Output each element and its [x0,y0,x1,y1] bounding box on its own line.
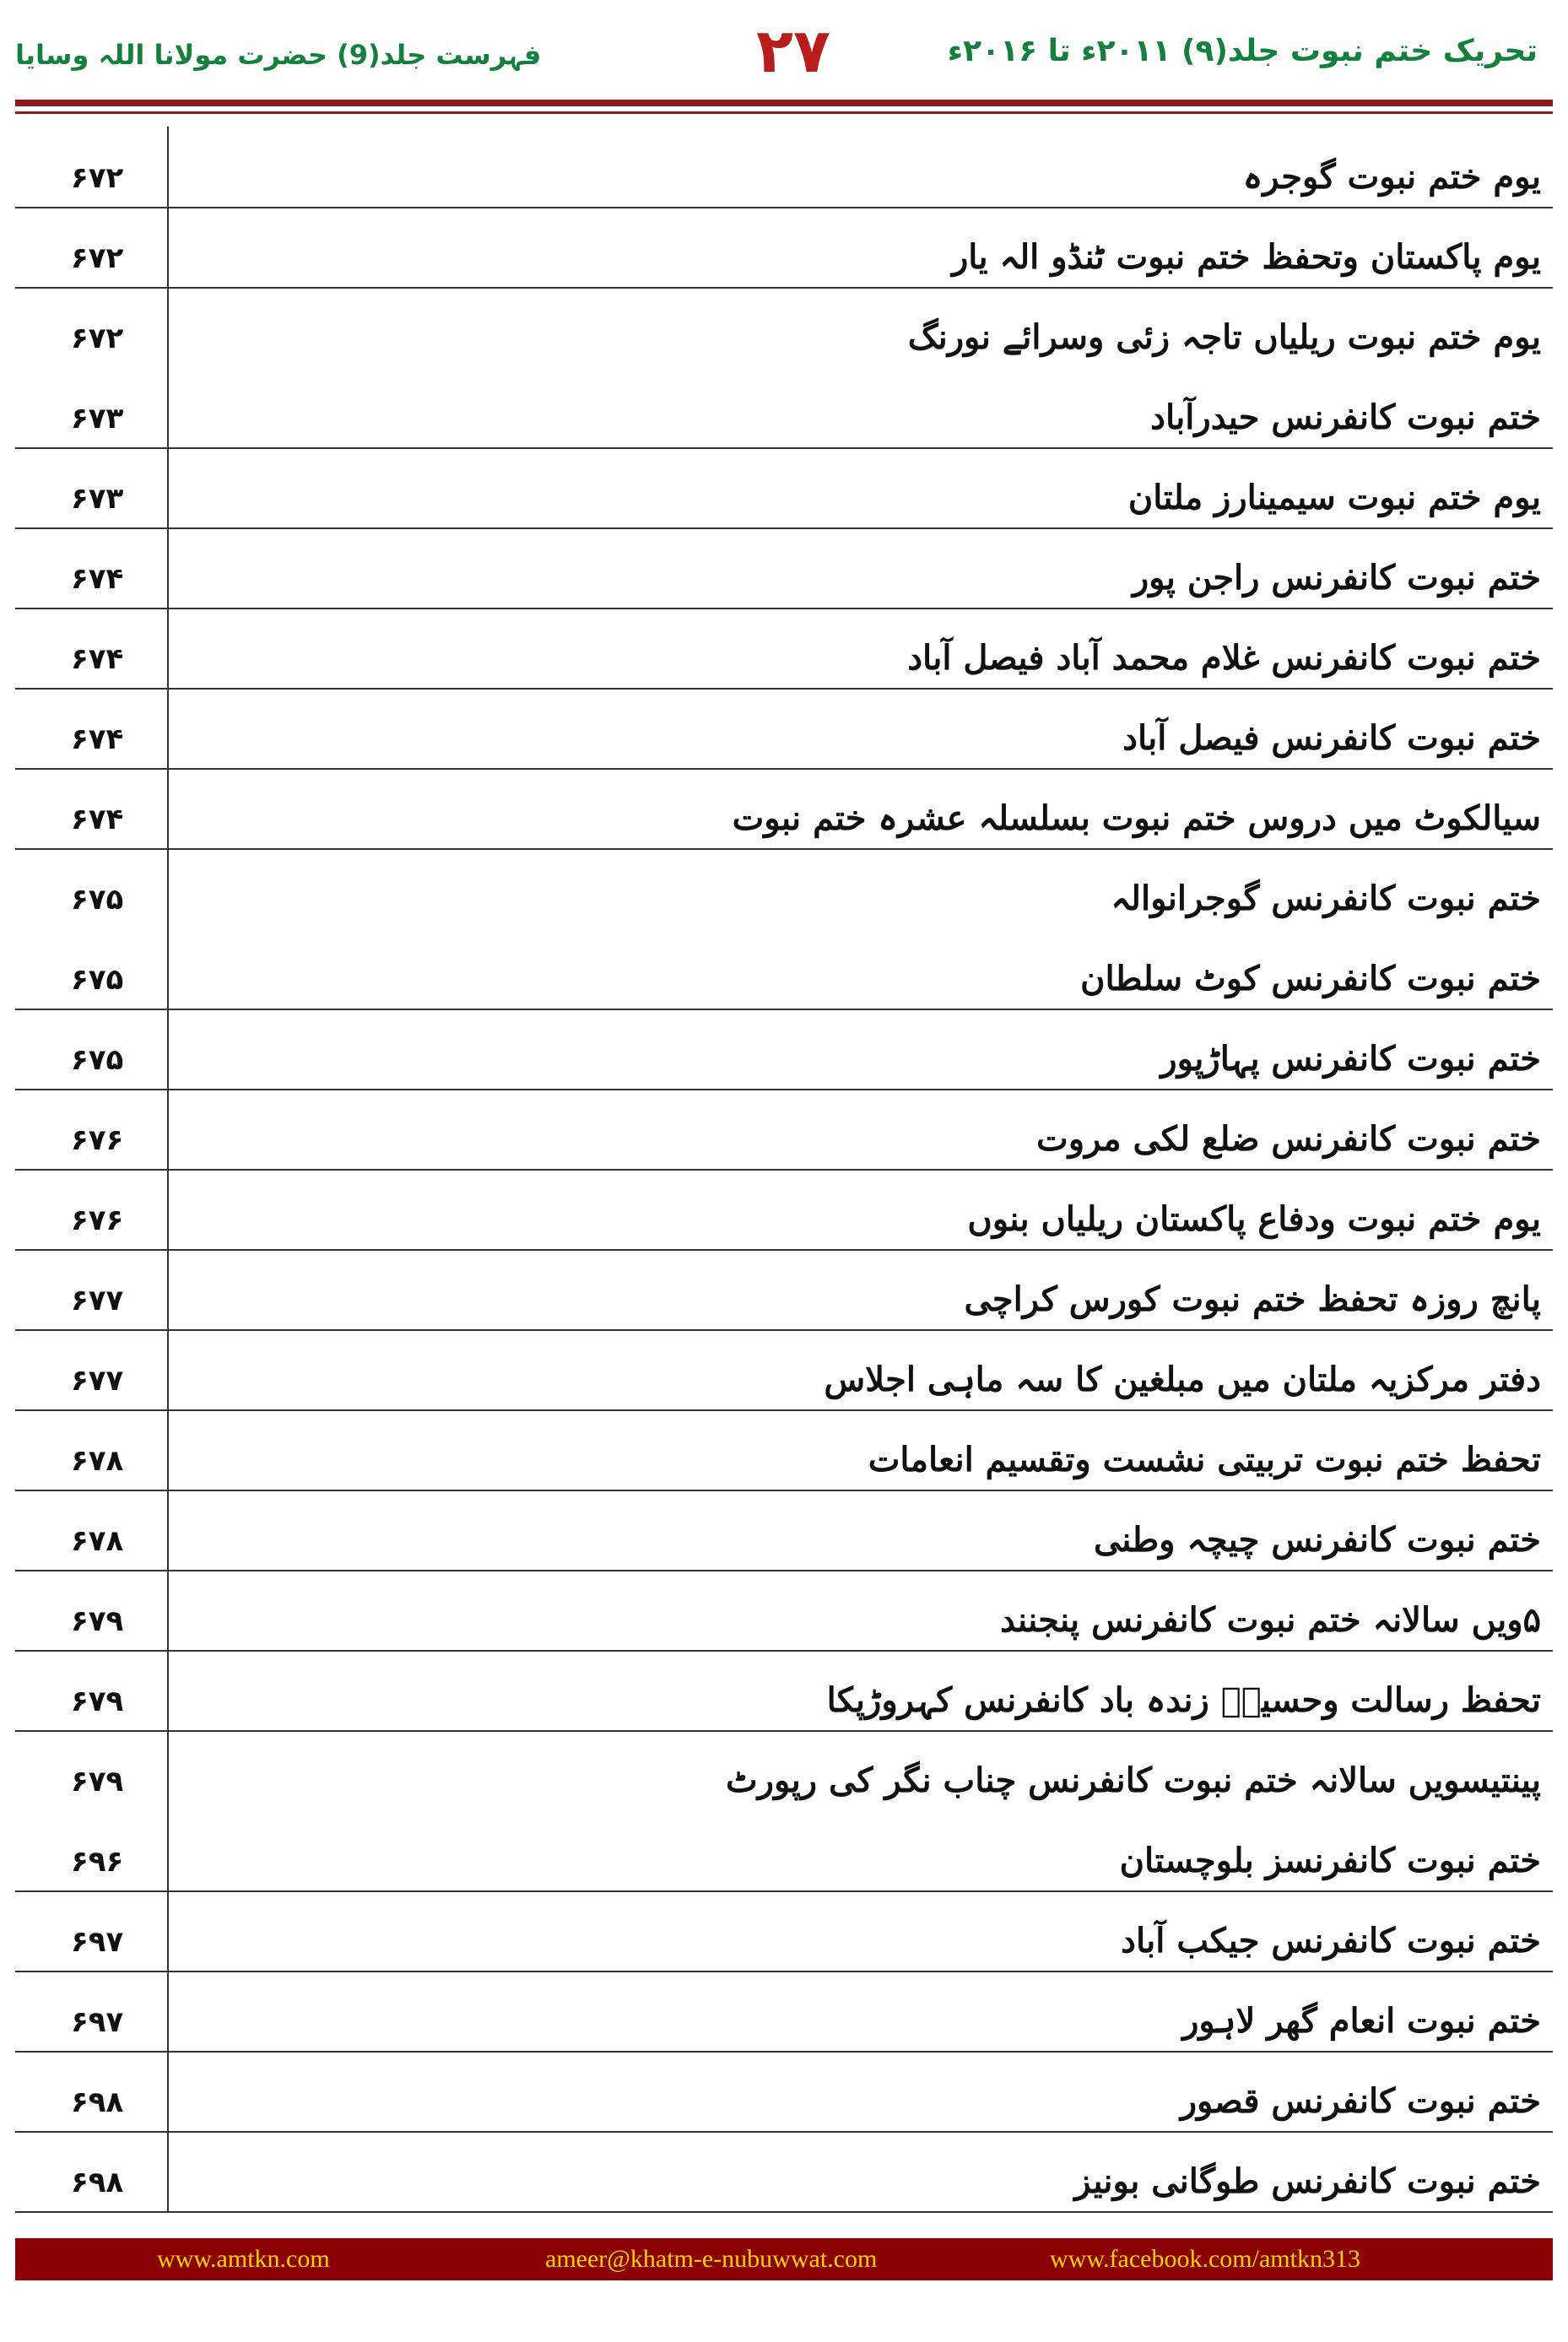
series-title: تحریک ختم نبوت جلد(۹) ۲۰۱۱ء تا ۲۰۱۶ء [947,34,1538,68]
toc-entry-page: ۶۷۳ [71,482,124,516]
toc-row [15,1650,1553,1732]
toc-entry-title: ختم نبوت کانفرنس راجن پور [1132,558,1541,598]
toc-row [15,2131,1553,2213]
table-of-contents [15,127,1553,2211]
toc-entry-title: ختم نبوت کانفرنس قصور [1180,2081,1541,2121]
toc-entry-page: ۶۷۲ [71,161,124,195]
toc-entry-title: ختم نبوت کانفرنس گوجرانوالہ [1111,879,1541,918]
footer-email-link[interactable]: ameer@khatm-e-nubuwwat.com [545,2245,878,2273]
toc-entry-title: ختم نبوت کانفرنسز بلوچستان [1119,1841,1541,1880]
toc-row [15,928,1553,1010]
toc-entry-page: ۶۹۷ [71,1925,124,1959]
toc-entry-page: ۶۷۲ [71,322,124,355]
toc-row [15,768,1553,850]
page-number: ۲۷ [756,15,830,86]
toc-entry-page: ۶۷۹ [71,1765,124,1798]
toc-row [15,1490,1553,1571]
toc-entry-page: ۶۷۴ [71,642,124,676]
toc-entry-page: ۶۷۷ [71,1284,124,1317]
toc-entry-page: ۶۹۸ [71,2085,124,2119]
toc-row [15,207,1553,289]
toc-row [15,2051,1553,2133]
toc-row [15,127,1553,208]
toc-entry-title: ختم نبوت کانفرنس حیدرآباد [1150,398,1541,437]
toc-row [15,1409,1553,1491]
toc-entry-title: یوم ختم نبوت سیمینارز ملتان [1127,478,1541,517]
toc-entry-title: یوم ختم نبوت گوجرہ [1242,157,1541,197]
toc-entry-page: ۶۷۴ [71,562,124,596]
page-footer [15,2238,1553,2280]
toc-row [15,1169,1553,1251]
toc-entry-page: ۶۷۹ [71,1685,124,1718]
toc-entry-page: ۶۹۷ [71,2005,124,2039]
toc-entry-page: ۶۷۶ [71,1123,124,1157]
toc-row [15,1249,1553,1331]
toc-entry-title: ختم نبوت انعام گھر لاہور [1182,2001,1541,2041]
toc-row [15,367,1553,449]
index-title: فہرست جلد(9) حضرت مولانا اللہ وسایا [15,39,542,71]
toc-entry-title: ۵ویں سالانہ ختم نبوت کانفرنس پنجنند [1000,1600,1541,1640]
toc-row [15,447,1553,529]
toc-row [15,1971,1553,2053]
toc-row [15,688,1553,770]
toc-entry-title: ختم نبوت کانفرنس پہاڑپور [1160,1039,1541,1079]
toc-row [15,1810,1553,1892]
toc-row [15,608,1553,690]
toc-entry-title: تحفظ ختم نبوت تربیتی نشست وتقسیم انعامات [868,1440,1541,1479]
toc-entry-title: ختم نبوت کانفرنس کوٹ سلطان [1080,959,1541,998]
toc-entry-title: ختم نبوت کانفرنس فیصل آباد [1122,718,1541,758]
toc-row [15,287,1553,367]
toc-entry-page: ۶۷۴ [71,722,124,756]
toc-entry-page: ۶۷۲ [71,241,124,275]
toc-entry-page: ۶۷۵ [71,963,124,997]
toc-entry-title: پانچ روزہ تحفظ ختم نبوت کورس کراچی [964,1279,1541,1319]
toc-entry-title: ختم نبوت کانفرنس طوگانی بونیز [1074,2161,1541,2201]
toc-row [15,1730,1553,1810]
toc-entry-page: ۶۷۳ [71,402,124,435]
page-header [0,0,1568,101]
toc-row [15,1570,1553,1652]
footer-facebook-link[interactable]: www.facebook.com/amtkn313 [1050,2245,1360,2273]
toc-entry-page: ۶۷۵ [71,1043,124,1077]
toc-row [15,1089,1553,1171]
toc-entry-page: ۶۷۷ [71,1364,124,1398]
toc-entry-title: ختم نبوت کانفرنس چیچہ وطنی [1093,1520,1541,1560]
toc-entry-page: ۶۷۸ [71,1444,124,1478]
toc-entry-title: یوم ختم نبوت ودفاع پاکستان ریلیاں بنوں [967,1199,1541,1239]
toc-entry-title: تحفظ رسالت وحسینؓ زندہ باد کانفرنس کہروڑپکا [826,1680,1541,1720]
toc-row [15,527,1553,609]
toc-entry-title: یوم ختم نبوت ریلیاں تاجہ زئی وسرائے نورنگ [907,317,1541,357]
toc-entry-title: یوم پاکستان وتحفظ ختم نبوت ٹنڈو الہ یار [951,237,1541,277]
toc-entry-page: ۶۹۶ [71,1845,124,1879]
toc-entry-page: ۶۷۸ [71,1524,124,1558]
toc-row [15,848,1553,928]
toc-entry-title: ختم نبوت کانفرنس ضلع لکی مروت [1036,1119,1541,1159]
toc-entry-page: ۶۹۸ [71,2166,124,2199]
footer-website-link[interactable]: www.amtkn.com [157,2245,330,2273]
toc-entry-title: دفتر مرکزیہ ملتان میں مبلغین کا سہ ماہی اجلاس [824,1360,1541,1399]
header-rule-thin [15,111,1553,114]
toc-entry-title: پینتیسویں سالانہ ختم نبوت کانفرنس چناب نگر کی رپورٹ [726,1761,1541,1800]
toc-entry-page: ۶۷۵ [71,883,124,917]
toc-entry-title: سیالکوٹ میں دروس ختم نبوت بسلسلہ عشرہ ختم نبوت [732,798,1541,838]
toc-entry-page: ۶۷۹ [71,1604,124,1638]
toc-entry-page: ۶۷۶ [71,1203,124,1237]
toc-row [15,1890,1553,1972]
header-rule-thick [15,100,1553,106]
toc-row [15,1009,1553,1090]
toc-entry-title: ختم نبوت کانفرنس غلام محمد آباد فیصل آباد [907,638,1541,678]
toc-entry-page: ۶۷۴ [71,803,124,836]
toc-entry-title: ختم نبوت کانفرنس جیکب آباد [1121,1921,1541,1961]
toc-row [15,1329,1553,1411]
